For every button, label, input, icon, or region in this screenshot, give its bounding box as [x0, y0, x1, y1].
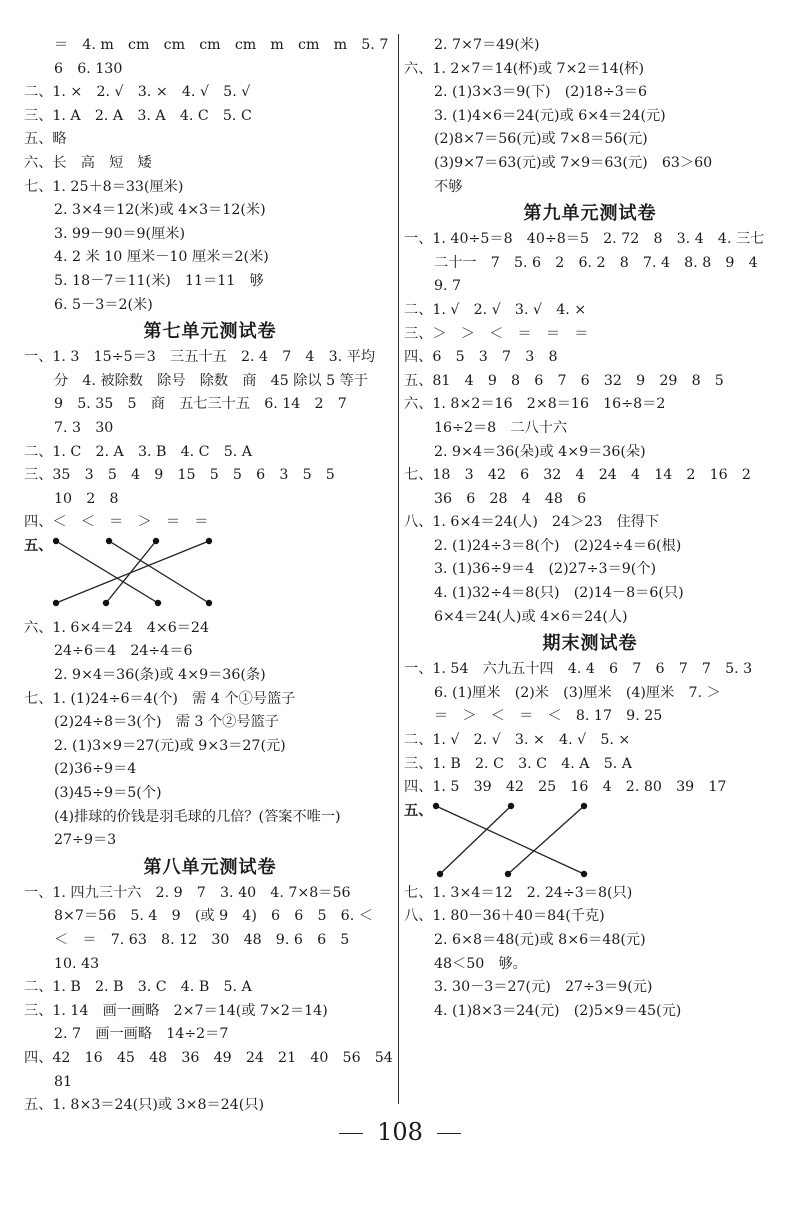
answer-line: 一、1. 40÷5＝8 40÷8＝5 2. 72 8 3. 4 4. 三七 [404, 231, 765, 248]
match-line [56, 541, 158, 603]
matching-diagram [24, 535, 396, 617]
answer-line: 7. 3 30 [54, 419, 114, 436]
match-line [508, 806, 584, 874]
answer-line: 4. (1)32÷4＝8(只) (2)14－8＝6(只) [434, 585, 684, 602]
page-number: 108 [377, 1118, 423, 1146]
answer-line: 10 2 8 [54, 490, 119, 507]
dash-right [437, 1133, 461, 1134]
answer-line: 6×4＝24(人)或 4×6＝24(人) [434, 608, 628, 625]
answer-line: ＜ ＝ 7. 63 8. 12 30 48 9. 6 6 5 [54, 932, 350, 948]
match-dot [53, 538, 59, 544]
answer-line: 2. 6×8＝48(元)或 8×6＝48(元) [434, 932, 646, 948]
answer-line: 二、1. C 2. A 3. B 4. C 5. A [24, 443, 252, 460]
answer-line: 三、1. 14 画一画略 2×7＝14(或 7×2＝14) [24, 1002, 328, 1019]
match-line [109, 541, 209, 603]
answer-line: 三、35 3 5 4 9 15 5 5 6 3 5 5 [24, 467, 335, 484]
answer-line: 四、＜ ＜ ＝ ＞ ＝ ＝ [24, 514, 209, 531]
answer-line: 81 [54, 1073, 73, 1090]
answer-line: (2)8×7＝56(元)或 7×8＝56(元) [434, 131, 648, 148]
answer-line: 七、1. 25＋8＝33(厘米) [24, 178, 184, 195]
answer-line: 6. (1)厘米 (2)米 (3)厘米 (4)厘米 7. ＞ [434, 684, 721, 701]
answer-line: 4. 2 米 10 厘米－10 厘米＝2(米) [54, 249, 269, 266]
answer-line: 七、1. (1)24÷6＝4(个) 需 4 个①号篮子 [24, 690, 296, 707]
left-column [24, 34, 396, 1118]
match-dot [581, 871, 587, 877]
match-dot [106, 538, 112, 544]
match-dot [581, 803, 587, 809]
answer-line: 三、＞ ＞ ＜ ＝ ＝ ＝ [404, 325, 589, 342]
match-dot [206, 538, 212, 544]
answer-line: 二十一 7 5. 6 2 6. 2 8 7. 4 8. 8 9 4 [434, 254, 758, 271]
answer-line: 6. 5－3＝2(米) [54, 296, 153, 313]
answer-line: 27÷9＝3 [54, 832, 117, 849]
answer-line: 3. 30－3＝27(元) 27÷3＝9(元) [434, 979, 653, 996]
section-heading: 期末测试卷 [542, 633, 638, 655]
answer-line: 八、1. 80－36＋40＝84(千克) [404, 908, 605, 925]
answer-line: 二、1. × 2. √ 3. × 4. √ 5. √ [24, 84, 251, 101]
answer-line: 3. 99－90＝9(厘米) [54, 225, 185, 242]
answer-line: 5. 18－7＝11(米) 11＝11 够 [54, 272, 264, 289]
answer-line: 4. (1)8×3＝24(元) (2)5×9＝45(元) [434, 1002, 682, 1019]
answer-line: 24÷6＝4 24÷4＝6 [54, 643, 193, 660]
match-line [436, 806, 584, 874]
answer-line: 七、18 3 42 6 32 4 24 4 14 2 16 2 [404, 467, 751, 484]
answer-line: 五、1. 8×3＝24(只)或 3×8＝24(只) [24, 1097, 264, 1114]
answer-line: 2. 9×4＝36(朵)或 4×9＝36(朵) [434, 443, 646, 460]
answer-line: 8×7＝56 5. 4 9 (或 9 4) 6 6 5 6. ＜ [54, 908, 373, 925]
section-heading: 第七单元测试卷 [143, 321, 277, 343]
section-heading: 第九单元测试卷 [523, 203, 657, 225]
answer-line: 六、长 高 短 矮 [24, 154, 152, 171]
answer-line: 四、42 16 45 48 36 49 24 21 40 56 54 [24, 1049, 393, 1066]
answer-line: 48＜50 够。 [434, 955, 527, 972]
answer-line: 2. 9×4＝36(条)或 4×9＝36(条) [54, 667, 266, 684]
answer-line: 2. (1)24÷3＝8(个) (2)24÷4＝6(根) [434, 537, 682, 554]
question-number-label: 五、 [404, 802, 433, 819]
answer-line: 分 4. 被除数 除号 除数 商 45 除以 5 等于 [54, 372, 369, 389]
answer-line: 四、6 5 3 7 3 8 [404, 349, 558, 366]
matching-lines-diagram [24, 535, 396, 617]
answer-line: 2. (1)3×3＝9(下) (2)18÷3＝6 [434, 84, 648, 101]
question-number-label: 五、 [24, 537, 53, 554]
answer-line: 2. 7 画一画略 14÷2＝7 [54, 1026, 229, 1043]
answer-line: 八、1. 6×4＝24(人) 24＞23 住得下 [404, 514, 660, 531]
answer-line: 六、1. 8×2＝16 2×8＝16 16÷8＝2 [404, 396, 666, 413]
answer-line: 3. (1)4×6＝24(元)或 6×4＝24(元) [434, 107, 666, 124]
answer-line: 五、略 [24, 131, 67, 148]
column-divider [398, 34, 399, 1104]
answer-line: 六、1. 2×7＝14(杯)或 7×2＝14(杯) [404, 60, 644, 77]
answer-line: 一、1. 3 15÷5＝3 三五十五 2. 4 7 4 3. 平均 [24, 349, 376, 366]
answer-line: 2. 3×4＝12(米)或 4×3＝12(米) [54, 202, 266, 219]
answer-line: 三、1. A 2. A 3. A 4. C 5. C [24, 107, 252, 124]
match-dot [437, 871, 443, 877]
answer-line: (2)36÷9＝4 [54, 761, 137, 778]
answer-line: 10. 43 [54, 955, 100, 972]
answer-line: 一、1. 54 六九五十四 4. 4 6 7 6 7 7 5. 3 [404, 661, 753, 678]
answer-line: 3. (1)36÷9＝4 (2)27÷3＝9(个) [434, 561, 657, 578]
match-line [56, 541, 209, 603]
answer-line: 七、1. 3×4＝12 2. 24÷3＝8(只) [404, 884, 633, 901]
answer-line: 三、1. B 2. C 3. C 4. A 5. A [404, 755, 632, 772]
answer-line: 四、1. 5 39 42 25 16 4 2. 80 39 17 [404, 779, 727, 796]
match-dot [206, 600, 212, 606]
match-dot [53, 600, 59, 606]
answer-line: 二、1. √ 2. √ 3. × 4. √ 5. × [404, 732, 631, 749]
answer-line: 2. 7×7＝49(米) [434, 37, 540, 53]
matching-lines-diagram [404, 800, 776, 882]
answer-line: 不够 [434, 178, 463, 195]
answer-line: ＝ ＞ ＜ ＝ ＜ 8. 17 9. 25 [434, 708, 663, 725]
match-dot [155, 600, 161, 606]
match-dot [153, 538, 159, 544]
answer-line: (3)45÷9＝5(个) [54, 785, 162, 802]
answer-line: 9. 7 [434, 278, 462, 295]
answer-line: 二、1. √ 2. √ 3. √ 4. × [404, 301, 587, 318]
match-dot [433, 803, 439, 809]
answer-line: (3)9×7＝63(元)或 7×9＝63(元) 63＞60 [434, 154, 713, 171]
answer-line: (4)排球的价钱是羽毛球的几倍？(答案不唯一) [54, 808, 341, 825]
answer-line: 9 5. 35 5 商 五七三十五 6. 14 2 7 [54, 396, 347, 413]
answer-line: 36 6 28 4 48 6 [434, 490, 587, 507]
answer-line: 五、81 4 9 8 6 7 6 32 9 29 8 5 [404, 372, 724, 389]
match-dot [508, 803, 514, 809]
dash-left [339, 1133, 363, 1134]
answer-line: 一、1. 四九三十六 2. 9 7 3. 40 4. 7×8＝56 [24, 884, 351, 901]
section-heading: 第八单元测试卷 [143, 856, 277, 878]
page-number-footer [0, 1118, 800, 1146]
answer-line: ＝ 4. m cm cm cm cm m cm m 5. 7 [54, 37, 389, 53]
match-dot [505, 871, 511, 877]
answer-line: 16÷2＝8 二八十六 [434, 419, 568, 436]
match-dot [103, 600, 109, 606]
answer-line: 2. (1)3×9＝27(元)或 9×3＝27(元) [54, 737, 286, 754]
matching-diagram [404, 800, 776, 882]
answer-line: 二、1. B 2. B 3. C 4. B 5. A [24, 979, 252, 996]
match-line [440, 806, 511, 874]
right-column [404, 34, 776, 1023]
answer-line: (2)24÷8＝3(个) 需 3 个②号篮子 [54, 714, 279, 731]
answer-line: 六、1. 6×4＝24 4×6＝24 [24, 619, 209, 636]
answer-line: 6 6. 130 [54, 60, 123, 77]
